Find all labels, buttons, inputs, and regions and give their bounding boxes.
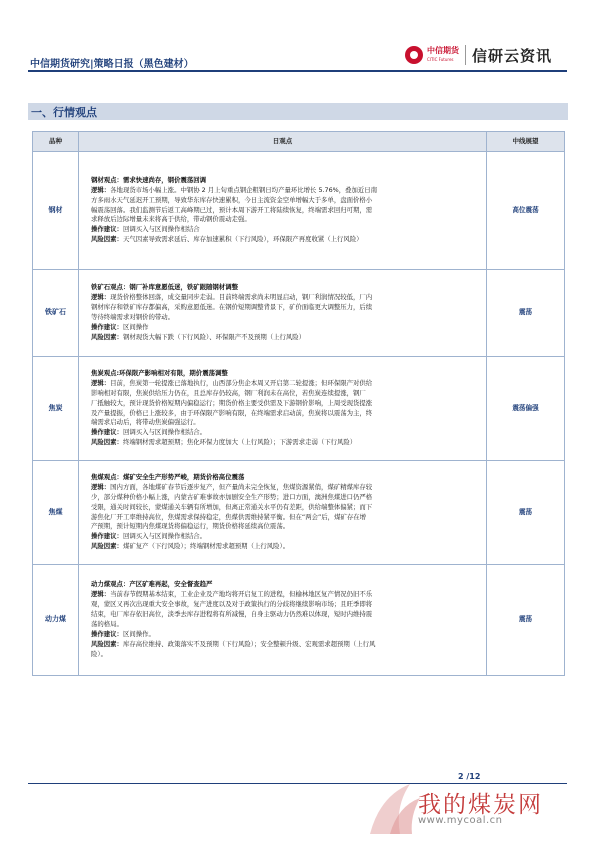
line-label: 风险因素： bbox=[91, 639, 123, 648]
line-text: 国内方面，各地煤矿春节后逐步复产，但产量尚未完全恢复，焦煤资源紧俏，煤矿精煤库存较 bbox=[110, 482, 373, 491]
line-text: 焦炭观点:环保限产影响相对有限，期价震荡调整 bbox=[91, 368, 228, 377]
watermark-text: 我的煤炭网 bbox=[418, 792, 543, 818]
view-line bbox=[91, 409, 482, 419]
view-line bbox=[91, 235, 482, 245]
line-text: 天气因素导致需求延后、库存加速累积（下行风险），环保限产再度收紧（上行风险） bbox=[122, 235, 363, 244]
line-text: 观，蒙区又再次出现重大安全事故，复产进度以及对于政策执行的分歧将继续影响市场；且旺季即将 bbox=[91, 600, 373, 609]
line-text: 等待终端需求对钢价的带动。 bbox=[91, 313, 175, 321]
view-line bbox=[91, 333, 482, 343]
view-line bbox=[91, 620, 482, 630]
table-row bbox=[33, 461, 565, 565]
view-line bbox=[91, 438, 482, 448]
header-divider bbox=[28, 70, 567, 72]
line-label: 风险因素： bbox=[91, 332, 123, 341]
daily-view-cell bbox=[79, 357, 487, 461]
line-text: 厂抵触较大，预计现货价格短期内偏稳运行；期货价格主要受供需及下游钢价影响，上周受现货提涨 bbox=[91, 398, 373, 407]
view-headline bbox=[91, 176, 482, 186]
market-view-table bbox=[32, 131, 565, 676]
view-line bbox=[91, 186, 482, 196]
line-text: 库存高位维持、政策落实不及预期（下行风险）；安全整顿升级、宏观需求超预期（上行风 bbox=[122, 639, 376, 648]
line-label: 风险因素： bbox=[91, 542, 123, 551]
table-header-row bbox=[33, 132, 565, 152]
daily-view-cell bbox=[79, 270, 487, 357]
line-text: 及产量提振，价格已上涨较多，由于环保限产影响有限，在终端需求启动前，焦炭将以震荡为主，终 bbox=[91, 408, 373, 417]
view-line bbox=[91, 503, 482, 513]
line-label: 逻辑： bbox=[91, 482, 111, 491]
line-label: 逻辑： bbox=[91, 590, 111, 599]
line-label: 操作建议： bbox=[91, 629, 123, 638]
line-text: 险）。 bbox=[91, 649, 107, 658]
view-line bbox=[91, 493, 482, 503]
view-line bbox=[91, 303, 482, 313]
variety-name: 动力煤 bbox=[33, 565, 79, 676]
watermark-url: www.mycoal.cn bbox=[418, 815, 503, 826]
view-headline bbox=[91, 283, 482, 293]
view-line bbox=[91, 215, 482, 225]
outlook-value: 震荡 bbox=[487, 565, 565, 676]
view-line bbox=[91, 483, 482, 493]
line-text: 回调买入与区间操作相结合。 bbox=[122, 428, 207, 437]
view-line bbox=[91, 196, 482, 206]
outlook-value: 震荡 bbox=[487, 461, 565, 565]
table-row bbox=[33, 152, 565, 270]
section-header-bar bbox=[28, 103, 568, 120]
variety-name: 焦煤 bbox=[33, 461, 79, 565]
line-text: 回调买入与区间操作相结合 bbox=[122, 225, 200, 234]
logo-divider bbox=[465, 45, 466, 65]
line-text: 回调买入与区间操作相结合。 bbox=[122, 532, 207, 541]
line-label: 逻辑： bbox=[91, 185, 111, 194]
view-line bbox=[91, 542, 482, 552]
table-row bbox=[33, 357, 565, 461]
variety-name: 焦炭 bbox=[33, 357, 79, 461]
view-line bbox=[91, 225, 482, 235]
logo-en-text: CITIC Futures bbox=[427, 57, 454, 62]
line-text: 各地现货市场小幅上涨。中钢协 2 月上旬重点钢企粗钢日均产量环比增长 5.76%，叠加近日南 bbox=[110, 185, 378, 194]
view-line bbox=[91, 389, 482, 399]
line-text: 铁矿石观点：钢厂补库意愿低迷，铁矿跟随钢材调整 bbox=[91, 283, 238, 292]
view-line bbox=[91, 532, 482, 542]
page-number: 2 /12 bbox=[458, 772, 481, 781]
line-label: 操作建议： bbox=[91, 532, 123, 541]
line-text: 结束，电厂库存依旧高位，淡季去库存进程将有所减慢，自身主驱动力仍然难以体现，短时内维持震 bbox=[91, 610, 373, 619]
line-label: 风险因素： bbox=[91, 235, 123, 244]
variety-name: 钢材 bbox=[33, 152, 79, 270]
view-line bbox=[91, 379, 482, 389]
line-text: 目前，焦炭第一轮提涨已落地执行，山西部分焦企本周又开启第二轮提涨；但环保限产对供给 bbox=[110, 378, 373, 387]
line-text: 荡的格局。 bbox=[91, 620, 123, 628]
report-title: 中信期货研究|策略日报（黑色建材） bbox=[30, 59, 194, 70]
line-label: 操作建议： bbox=[91, 322, 123, 331]
view-line bbox=[91, 610, 482, 620]
table-row bbox=[33, 565, 565, 676]
line-text: 焦煤观点：煤矿安全生产形势严峻，期货价格高位震荡 bbox=[91, 472, 245, 481]
line-text: 终端钢材需求超预期；焦化环保力度加大（上行风险）；下游需求走弱（下行风险） bbox=[122, 438, 357, 447]
line-text: 少，部分煤种价格小幅上涨，内蒙古矿难事故亦加剧安全生产形势；进口方面，澳洲焦煤进口仍严格 bbox=[91, 492, 373, 501]
view-headline bbox=[91, 473, 482, 483]
brand-logo bbox=[405, 42, 552, 68]
view-line bbox=[91, 590, 482, 600]
view-line bbox=[91, 206, 482, 216]
outlook-value: 高位震荡 bbox=[487, 152, 565, 270]
logo-cn-text: 中信期货 bbox=[427, 46, 459, 55]
line-text: 游焦化厂开工率维持高位，焦煤需求保持稳定，焦煤供需维持紧平衡。但在“两会”后，煤矿存在增 bbox=[91, 512, 367, 521]
line-label: 逻辑： bbox=[91, 293, 111, 302]
line-text: 钢材观点：需求快速尚存，钢价震荡回调 bbox=[91, 175, 207, 184]
variety-name: 铁矿石 bbox=[33, 270, 79, 357]
daily-view-cell bbox=[79, 565, 487, 676]
line-text: 区间操作 bbox=[122, 322, 149, 331]
column-header-variety: 品种 bbox=[33, 132, 79, 152]
brand-name: 信研云资讯 bbox=[472, 46, 553, 65]
view-headline bbox=[91, 580, 482, 590]
line-label: 操作建议： bbox=[91, 428, 123, 437]
view-line bbox=[91, 428, 482, 438]
line-text: 求释放后边际增量未来将高于供给，带动钢价震动走强。 bbox=[91, 215, 251, 224]
line-label: 风险因素： bbox=[91, 438, 123, 447]
line-text: 端需求启动后，将带动焦炭偏强运行。 bbox=[91, 418, 200, 427]
view-line bbox=[91, 640, 482, 650]
view-line bbox=[91, 650, 482, 660]
citic-logo-text bbox=[427, 46, 459, 64]
line-text: 影响相对有限，焦炭供给压力仍在，且总库存仍较高，钢厂利润未在高位，若焦炭连续提涨，钢厂 bbox=[91, 388, 366, 397]
line-text: 钢材现货大幅下跌（下行风险）、环保限产不及预期（上行风险） bbox=[122, 332, 306, 341]
view-line bbox=[91, 513, 482, 523]
column-header-outlook: 中线展望 bbox=[487, 132, 565, 152]
line-text: 受限，通关时间较长，蒙煤通关车辆有所增加，但离正常通关水平仍有差距，供给端整体偏紧；而下 bbox=[91, 502, 373, 511]
line-text: 区间操作。 bbox=[122, 629, 155, 638]
line-text: 当前春节假期基本结束，工业企业及产地均将开启复工的进程，但榆林地区复产情况仍旧不乐 bbox=[110, 590, 373, 599]
table-row bbox=[33, 270, 565, 357]
line-text: 煤矿复产（下行风险）；终端钢材需求超预期（上行风险）。 bbox=[122, 542, 290, 551]
line-text: 钢材库存和铁矿库存都偏高，采购意愿低迷。在钢价短期调整背景下，矿价面临更大调整压力，后续 bbox=[91, 303, 373, 312]
view-line bbox=[91, 399, 482, 409]
citic-logo-icon bbox=[405, 46, 423, 64]
view-line bbox=[91, 600, 482, 610]
line-text: 现货价格整体回落，成交量同步走弱。目前终端需求尚未明显启动，钢厂利润情况较低，厂内 bbox=[110, 293, 373, 302]
view-line bbox=[91, 522, 482, 532]
view-line bbox=[91, 323, 482, 333]
line-text: 幅震荡回落。我们监测节后返工高峰期已过，预计本周下游开工将陆续恢复，终端需求回归可期，需 bbox=[91, 205, 373, 214]
outlook-value: 震荡 bbox=[487, 270, 565, 357]
section-title: 一、行情观点 bbox=[31, 106, 97, 119]
line-text: 方多雨水天气延迟开工预期，导致华东库存快速累积，今日主流资金空单增幅大于多单，盘面价格小 bbox=[91, 195, 373, 204]
view-line bbox=[91, 418, 482, 428]
line-text: 动力煤观点：产区矿难再起，安全督查趋严 bbox=[91, 580, 213, 589]
view-line bbox=[91, 293, 482, 303]
view-headline bbox=[91, 369, 482, 379]
view-line bbox=[91, 630, 482, 640]
view-line bbox=[91, 313, 482, 323]
column-header-daily-view: 日观点 bbox=[79, 132, 487, 152]
line-label: 逻辑： bbox=[91, 378, 111, 387]
line-text: 产预期，预计短期内焦煤现货将偏稳运行，期货价格将延续高位震荡。 bbox=[91, 522, 290, 531]
outlook-value: 震荡偏强 bbox=[487, 357, 565, 461]
daily-view-cell bbox=[79, 461, 487, 565]
daily-view-cell bbox=[79, 152, 487, 270]
line-label: 操作建议： bbox=[91, 225, 123, 234]
